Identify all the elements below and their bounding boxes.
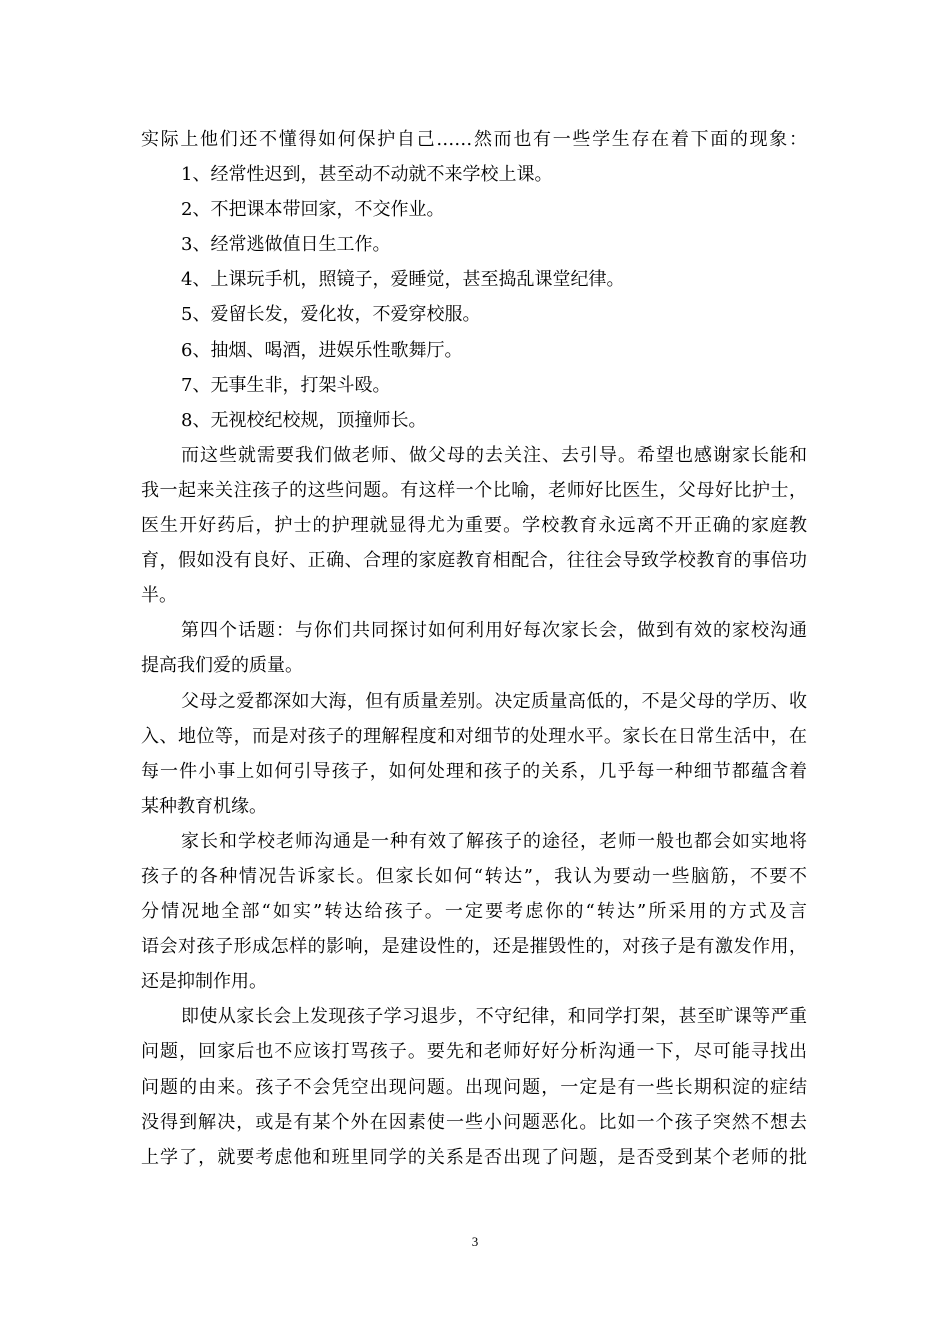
text-line: 半。 [141, 585, 177, 607]
text-line: 2、不把课本带回家，不交作业。 [181, 199, 445, 221]
text-line: 医生开好药后，护士的护理就显得尤为重要。学校教育永远离不开正确的家庭教 [141, 515, 807, 537]
text-line: 还是抑制作用。 [141, 971, 267, 993]
text-line: 问题，回家后也不应该打骂孩子。要先和老师好好分析沟通一下，尽可能寻找出 [141, 1041, 807, 1063]
text-line: 我一起来关注孩子的这些问题。有这样一个比喻，老师好比医生，父母好比护士， [141, 479, 807, 501]
text-line: 即使从家长会上发现孩子学习退步，不守纪律，和同学打架，甚至旷课等严重 [181, 1006, 807, 1028]
text-line: 某种教育机缘。 [141, 795, 267, 817]
body-text [141, 122, 807, 1175]
text-line: 3、经常逃做值日生工作。 [181, 234, 391, 256]
text-line: 语会对孩子形成怎样的影响，是建设性的，还是摧毁性的，对孩子是有激发作用， [141, 936, 807, 958]
text-line: 7、无事生非，打架斗殴。 [181, 374, 391, 396]
text-line: 4、上课玩手机，照镜子，爱睡觉，甚至捣乱课堂纪律。 [181, 269, 625, 291]
text-line: 6、抽烟、喝酒，进娱乐性歌舞厅。 [181, 339, 463, 361]
text-line: 实际上他们还不懂得如何保护自己……然而也有一些学生存在着下面的现象： [141, 129, 807, 150]
text-line: 上学了，就要考虑他和班里同学的关系是否出现了问题，是否受到某个老师的批 [141, 1146, 807, 1168]
text-line: 孩子的各种情况告诉家长。但家长如何“转达”，我认为要动一些脑筋，不要不 [141, 865, 807, 887]
text-line: 没得到解决，或是有某个外在因素使一些小问题恶化。比如一个孩子突然不想去 [141, 1111, 807, 1133]
text-line: 家长和学校老师沟通是一种有效了解孩子的途径，老师一般也都会如实地将 [181, 830, 807, 852]
text-line: 入、地位等，而是对孩子的理解程度和对细节的处理水平。家长在日常生活中，在 [141, 725, 807, 747]
text-line: 提高我们爱的质量。 [141, 655, 303, 677]
text-line: 而这些就需要我们做老师、做父母的去关注、去引导。希望也感谢家长能和 [181, 444, 807, 466]
text-line: 父母之爱都深如大海，但有质量差别。决定质量高低的，不是父母的学历、收 [181, 690, 807, 712]
text-line: 育，假如没有良好、正确、合理的家庭教育相配合，往往会导致学校教育的事倍功 [141, 550, 807, 572]
page-number: 3 [471, 1234, 479, 1249]
text-line: 分情况地全部“如实”转达给孩子。一定要考虑你的“转达”所采用的方式及言 [141, 901, 807, 923]
text-line: 1、经常性迟到，甚至动不动就不来学校上课。 [181, 164, 553, 186]
text-line: 第四个话题：与你们共同探讨如何利用好每次家长会，做到有效的家校沟通 [181, 620, 807, 642]
text-line: 问题的由来。孩子不会凭空出现问题。出现问题，一定是有一些长期积淀的症结 [141, 1076, 807, 1098]
text-line: 8、无视校纪校规，顶撞师长。 [181, 409, 427, 431]
text-line: 每一件小事上如何引导孩子，如何处理和孩子的关系，几乎每一种细节都蕴含着 [141, 760, 807, 782]
text-line: 5、爱留长发，爱化妆，不爱穿校服。 [181, 304, 481, 326]
